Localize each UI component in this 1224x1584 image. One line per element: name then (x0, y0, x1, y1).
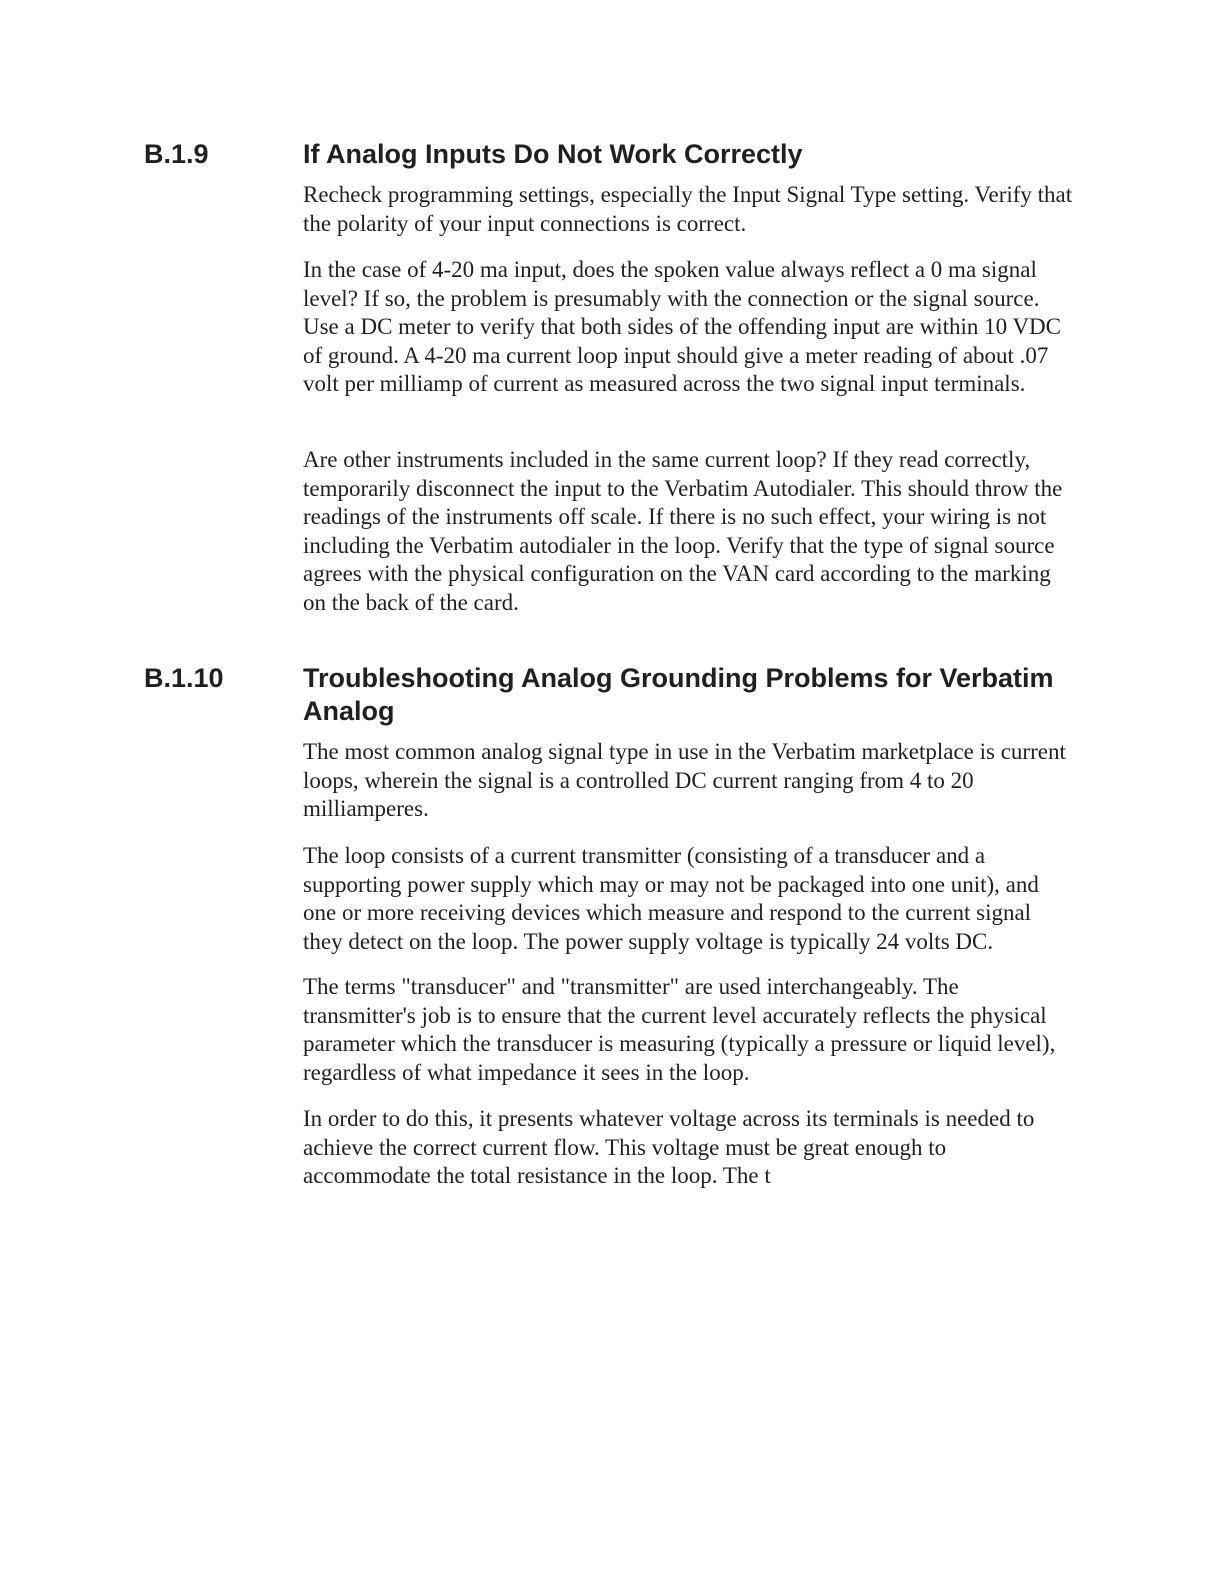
paragraph: In the case of 4-20 ma input, does the spoken value always reflect a 0 ma signal level? If so, the problem is presumably with the connection or the signal source. Use a DC meter to verify that both sides of the offending input are within 10 VDC of ground. A 4-20 ma current loop input should give a meter reading of about .07 volt per milliamp of current as measured across the two signal input terminals. (303, 257, 1062, 397)
section-number: B.1.9 (144, 139, 209, 169)
paragraph: The most common analog signal type in use in the Verbatim marketplace is current loops, wherein the signal is a controlled DC current ranging from 4 to 20 milliamperes. (303, 739, 1066, 822)
paragraph: Are other instruments included in the same current loop? If they read correctly, temporarily disconnect the input to the Verbatim Autodialer. This should throw the readings of the instruments off scale. If there is no such effect, your wiring is not including the Verbatim autodialer in the loop. Verify that the type of signal source agrees with the physical configuration on the VAN card according to the marking on the back of the card. (303, 447, 1063, 615)
paragraph: In order to do this, it presents whatever voltage across its terminals is needed to achieve the correct current flow. This voltage must be great enough to accommodate the total resistance in the loop. The t (303, 1106, 1035, 1189)
paragraph: Recheck programming settings, especially the Input Signal Type setting. Verify that the polarity of your input connections is correct. (303, 182, 1073, 236)
section-number: B.1.10 (144, 663, 224, 693)
section-title: Troubleshooting Analog Grounding Problems for Verbatim Analog (303, 663, 1054, 726)
paragraph: The loop consists of a current transmitter (consisting of a transducer and a supporting power supply which may or may not be packaged into one unit), and one or more receiving devices which measure and respond to the current signal they detect on the loop. The power supply voltage is typically 24 volts DC. (303, 843, 1039, 954)
paragraph: The terms "transducer" and "transmitter" are used interchangeably. The transmitter's job is to ensure that the current level accurately reflects the physical parameter which the transducer is measuring (typically a pressure or liquid level), regardless of what impedance it sees in the loop. (303, 974, 1056, 1085)
section-title: If Analog Inputs Do Not Work Correctly (303, 139, 803, 169)
